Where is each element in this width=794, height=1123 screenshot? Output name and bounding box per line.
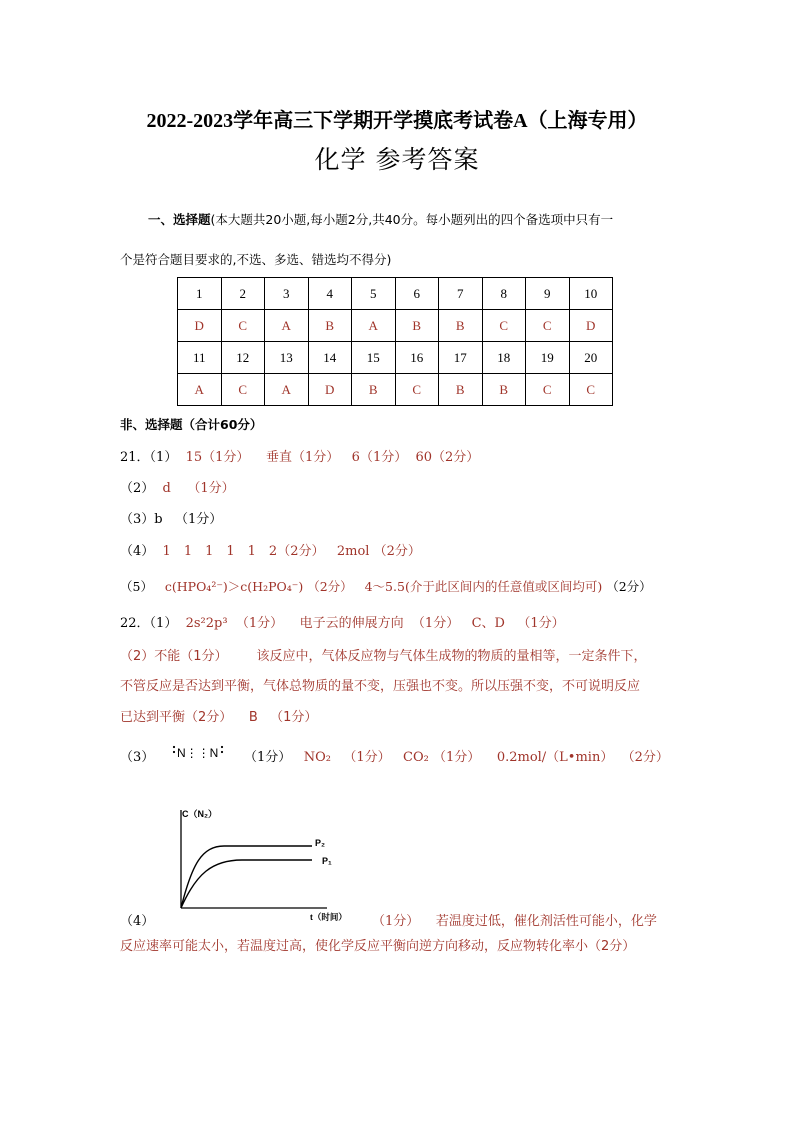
q22-line-6: （4） bbox=[120, 914, 155, 929]
table-row-answers-1: D C A B A B B C C D bbox=[178, 310, 613, 342]
table-row-numbers-2: 11 12 13 14 15 16 17 18 19 20 bbox=[178, 342, 613, 374]
q21-line-3: （3）b （1分） bbox=[120, 512, 223, 527]
answer-table bbox=[177, 277, 613, 406]
q22-line-5: （3） bbox=[120, 750, 155, 765]
q22-line-3: 不管反应是否达到平衡，气体总物质的量不变，压强也不变。所以压强不变，不可说明反应 bbox=[120, 679, 641, 694]
section2-heading: 非、选择题（合计60分） bbox=[120, 417, 263, 432]
svg-text:N⋮⋮N: N⋮⋮N bbox=[177, 746, 219, 760]
section1-heading: 一、选择题 bbox=[148, 212, 211, 227]
page-title: 2022-2023学年高三下学期开学摸底考试卷A（上海专用） bbox=[146, 110, 648, 132]
graph-y-label: C（N₂） bbox=[182, 809, 217, 819]
q22-line-5-answers: （1分） NO₂ （1分） CO₂ （1分） 0.2mol/（L•min） （2分） bbox=[244, 750, 669, 765]
section1-desc-2: 个是符合题目要求的,不选、多选、错选均不得分) bbox=[120, 252, 392, 267]
table-row-numbers-1: 1 2 3 4 5 6 7 8 9 10 bbox=[178, 278, 613, 310]
curve-p2-label: P₂ bbox=[315, 838, 326, 848]
q21-line-2: （2） d （1分） bbox=[120, 481, 235, 496]
section1-intro bbox=[148, 210, 613, 228]
graph-x-label: t（时间） bbox=[310, 912, 347, 922]
q22-line-6-text: （1分） 若温度过低，催化剂活性可能小，化学 bbox=[372, 914, 657, 929]
q21-line-4: （4） 1 1 1 1 1 2（2分） 2mol （2分） bbox=[120, 544, 421, 559]
q21-line-5: （5） c(HPO₄²⁻)＞c(H₂PO₄⁻) （2分） 4～5.5(介于此区间内的任意值或区间均可) （2分） bbox=[120, 579, 652, 594]
table-row-answers-2: A C A D B C B B C C bbox=[178, 374, 613, 406]
curve-p1-label: P₁ bbox=[322, 856, 332, 866]
page-subtitle: 化学 参考答案 bbox=[314, 145, 480, 174]
concentration-time-graph bbox=[172, 804, 362, 924]
lewis-structure-icon bbox=[168, 740, 228, 764]
curve-p1 bbox=[181, 860, 312, 908]
q22-line-4: 已达到平衡（2分） B （1分） bbox=[120, 710, 318, 725]
q21-line-1: 21．（1） 15（1分） 垂直（1分） 6（1分） 60（2分） bbox=[120, 450, 480, 465]
q22-line-2: （2）不能（1分） 该反应中，气体反应物与气体生成物的物质的量相等，一定条件下， bbox=[120, 649, 647, 664]
section1-desc-1: (本大题共20小题,每小题2分,共40分。每小题列出的四个备选项中只有一 bbox=[210, 212, 614, 227]
q22-line-7: 反应速率可能太小，若温度过高，使化学反应平衡向逆方向移动，反应物转化率小（2分） bbox=[120, 939, 636, 954]
q22-line-1: 22．（1） 2s²2p³ （1分） 电子云的伸展方向 （1分） C、D （1分） bbox=[120, 616, 565, 631]
